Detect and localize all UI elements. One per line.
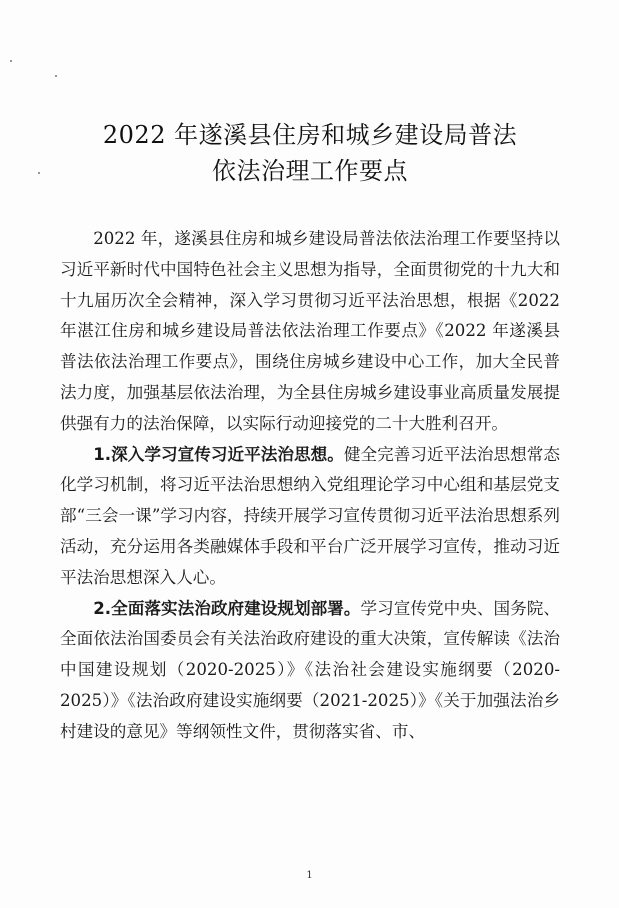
document-title-line-1: 2022 年遂溪县住房和城乡建设局普法: [102, 121, 518, 149]
document-title-line-2: 依法治理工作要点: [212, 157, 408, 185]
intro-paragraph: 2022 年，遂溪县住房和城乡建设局普法依法治理工作要坚持以习近平新时代中国特色社会主义思想为指导，全面贯彻党的十九大和十九届历次全会精神，深入学习贯彻习近平法治思想，根据《2022 年湛江住房和城乡建设局普法依法治理工作要点》《2022 年遂溪县普法依法治理工作要点》，围绕住房城乡建设中心工作，加大全民普法力度，加强基层依法治理，为全县住房城乡建设事业高质量发展提供强有力的法治保障，以实际行动迎接党的二十大胜利召开。: [60, 229, 560, 433]
section-2-heading: 2.全面落实法治政府建设规划部署。: [93, 598, 361, 618]
scan-speck: [55, 75, 57, 77]
document-body: [60, 224, 560, 748]
scan-speck: [10, 60, 12, 62]
section-1-text: 健全完善习近平法治思想常态化学习机制，将习近平法治思想纳入党组理论学习中心组和基层党支部“三会一课”学习内容，持续开展学习宣传贯彻习近平法治思想系列活动，充分运用各类融媒体手段和平台广泛开展学习宣传，推动习近平法治思想深入人心。: [60, 444, 561, 587]
scan-speck: [38, 172, 40, 174]
section-1-heading: 1.深入学习宣传习近平法治思想。: [93, 444, 344, 464]
page-number: 1: [306, 870, 313, 881]
section-2-text: 学习宣传党中央、国务院、全面依法治国委员会有关法治政府建设的重大决策，宣传解读《法治中国建设规划（2020-2025）》《法治社会建设实施纲要（2020-2025）》《法治政府建设实施纲要（2021-2025）》《关于加强法治乡村建设的意见》等纲领性文件，贯彻落实省、市、: [60, 598, 560, 741]
section-1-paragraph: [60, 440, 560, 594]
section-2-paragraph: [60, 594, 560, 748]
